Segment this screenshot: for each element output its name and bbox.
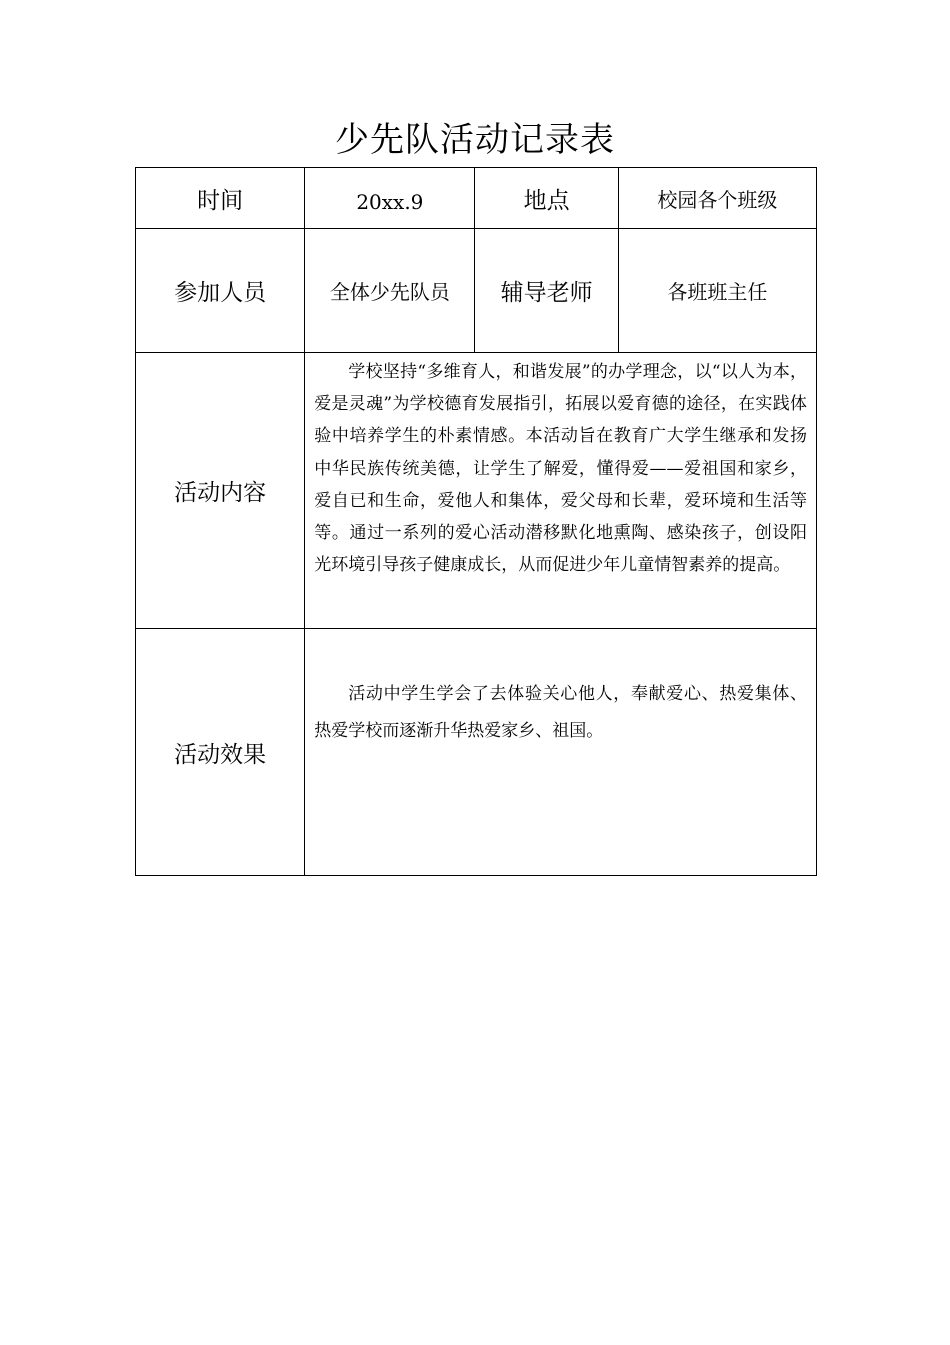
- content-text: 学校坚持“多维育人，和谐发展”的办学理念，以“以人为本，爱是灵魂”为学校德育发展指引，拓展以爱育德的途径，在实践体验中培养学生的朴素情感。本活动旨在教育广大学生继承和发扬中华民族传统美德，让学生了解爱，懂得爱——爱祖国和家乡，爱自已和生命，爱他人和集体，爱父母和长辈，爱环境和生活等等。通过一系列的爱心活动潜移默化地熏陶、感染孩子，创设阳光环境引导孩子健康成长，从而促进少年儿童情智素养的提高。: [314, 362, 807, 576]
- effect-text: 活动中学生学会了去体验关心他人，奉献爱心、热爱集体、热爱学校而逐渐升华热爱家乡、祖国。: [314, 684, 807, 741]
- effect-cell: [305, 629, 817, 876]
- participants-value: 全体少先队员: [305, 229, 475, 353]
- activity-record-table: [135, 167, 817, 876]
- table-row-effect: [136, 629, 817, 876]
- page-title: 少先队活动记录表: [335, 120, 615, 160]
- place-label: 地点: [475, 168, 618, 229]
- table-row-content: [136, 353, 817, 629]
- time-value: 20xx.9: [305, 168, 475, 229]
- advisor-value: 各班班主任: [618, 229, 816, 353]
- place-value: 校园各个班级: [618, 168, 816, 229]
- effect-label: 活动效果: [136, 629, 305, 876]
- table-row-time: [136, 168, 817, 229]
- content-label: 活动内容: [136, 353, 305, 629]
- participants-label: 参加人员: [136, 229, 305, 353]
- content-cell: [305, 353, 817, 629]
- table-row-participants: [136, 229, 817, 353]
- advisor-label: 辅导老师: [475, 229, 618, 353]
- time-label: 时间: [136, 168, 305, 229]
